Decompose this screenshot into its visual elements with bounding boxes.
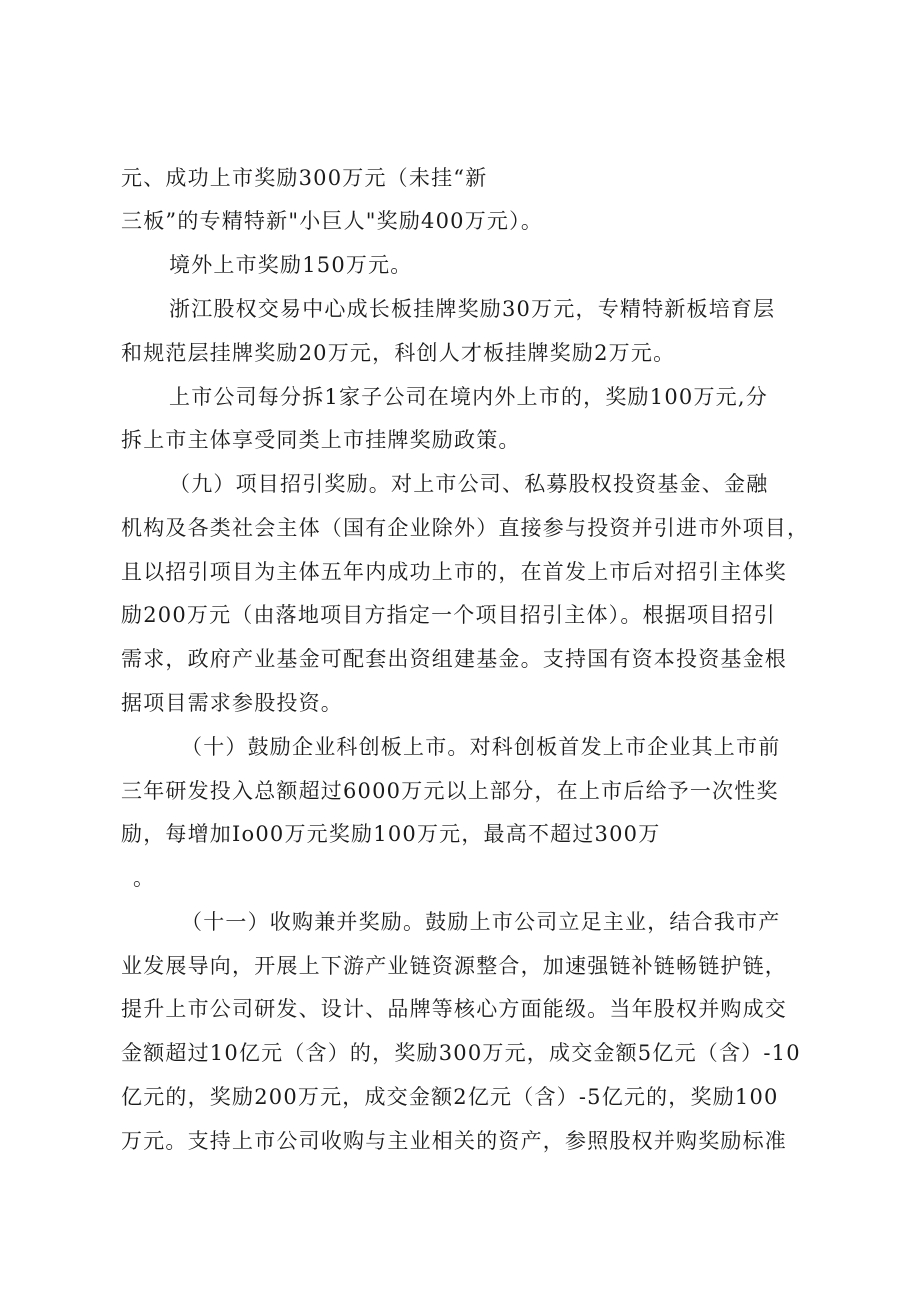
text-line: 且以招引项目为主体五年内成功上市的，在首发上市后对招引主体奖 xyxy=(121,560,787,584)
text-line: 境外上市奖励150万元。 xyxy=(169,253,413,277)
text-line: 三年研发投入总额超过6000万元以上部分，在上市后给予一次性奖 xyxy=(121,779,779,803)
text-line: 业发展导向，开展上下游产业链资源整合，加速强链补链畅链护链， xyxy=(121,954,787,978)
text-line: 据项目需求参股投资。 xyxy=(121,691,343,715)
text-line: 元、成功上市奖励300万元（未挂“新 xyxy=(121,166,488,190)
text-line: 三板”的专精特新"小巨人"奖励400万元）。 xyxy=(121,209,544,233)
text-line: 拆上市主体享受同类上市挂牌奖励政策。 xyxy=(121,428,521,452)
text-line: 提升上市公司研发、设计、品牌等核心方面能级。当年股权并购成交 xyxy=(121,997,787,1021)
text-line: 金额超过10亿元（含）的，奖励300万元，成交金额5亿元（含）-10 xyxy=(121,1041,801,1065)
text-line: （十）鼓励企业科创板上市。对科创板首发上市企业其上市前 xyxy=(181,735,781,759)
text-line: （十一）收购兼并奖励。鼓励上市公司立足主业，结合我市产 xyxy=(181,910,781,934)
text-line: 需求，政府产业基金可配套出资组建基金。支持国有资本投资基金根 xyxy=(121,647,787,671)
text-line: 万元。支持上市公司收购与主业相关的资产，参照股权并购奖励标准 xyxy=(121,1129,787,1153)
text-line: 和规范层挂牌奖励20万元，科创人才板挂牌奖励2万元。 xyxy=(121,341,676,365)
text-line: （九）项目招引奖励。对上市公司、私募股权投资基金、金融 xyxy=(169,472,769,496)
text-line: 励200万元（由落地项目方指定一个项目招引主体）。根据项目招引 xyxy=(121,603,776,627)
text-line: 浙江股权交易中心成长板挂牌奖励30万元，专精特新板培育层 xyxy=(169,297,776,321)
text-line: 亿元的，奖励200万元，成交金额2亿元（含）-5亿元的，奖励100 xyxy=(121,1085,779,1109)
text-line: 上市公司每分拆1家子公司在境内外上市的，奖励100万元,分 xyxy=(169,385,768,409)
text-line: 。 xyxy=(133,866,156,890)
text-line: 机构及各类社会主体（国有企业除外）直接参与投资并引进市外项目， xyxy=(121,516,810,540)
text-line: 励，每增加Io00万元奖励100万元，最高不超过300万 xyxy=(121,822,661,846)
